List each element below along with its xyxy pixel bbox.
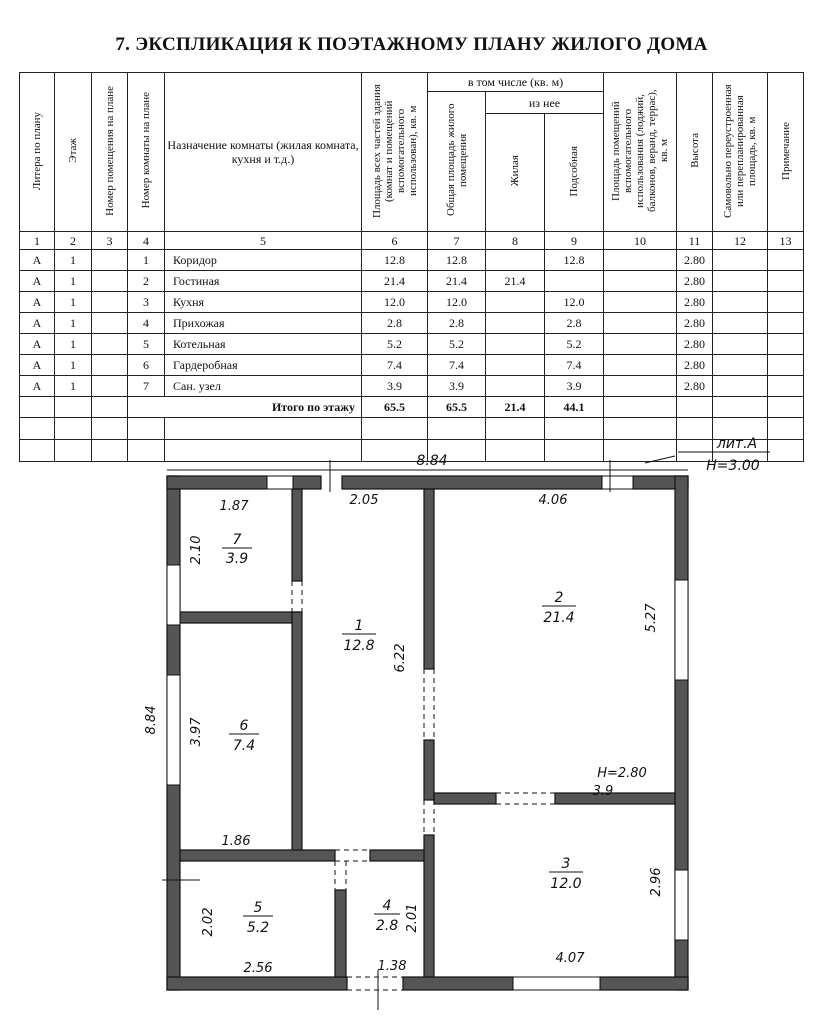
wall-bottom-left	[167, 977, 347, 990]
table-row	[20, 376, 804, 397]
room-6-label	[229, 718, 259, 754]
cell-aux-area	[604, 334, 677, 355]
room-area: 5.2	[246, 920, 270, 936]
window-top-1	[267, 476, 293, 489]
header-height: Высота	[677, 73, 713, 232]
cell-utility-area	[545, 271, 604, 292]
col-number: 10	[604, 232, 677, 250]
wall-bottom-right	[600, 977, 688, 990]
room-number: 2	[554, 590, 564, 606]
cell-self-rebuilt	[713, 355, 768, 376]
cell-room-name: Кухня	[165, 292, 362, 313]
cell-floor: 1	[55, 292, 92, 313]
cell-aux-area	[604, 376, 677, 397]
cell-room-num: 3	[128, 292, 165, 313]
wall-top-left	[167, 476, 267, 489]
explication-table	[19, 72, 804, 462]
cell-living-area: 21.4	[486, 271, 545, 292]
header-general-area: Общая площадь жилого помещения	[428, 92, 486, 232]
cell-general-area: 3.9	[428, 376, 486, 397]
cell-total-area: 5.2	[362, 334, 428, 355]
col-number: 12	[713, 232, 768, 250]
cell-room-name: Сан. узел	[165, 376, 362, 397]
dim-top-3: 4.06	[538, 493, 568, 508]
cell-living-area	[486, 355, 545, 376]
cell-note	[768, 250, 804, 271]
cell-general-area: 12.0	[428, 292, 486, 313]
col-number: 7	[428, 232, 486, 250]
header-premise-num: Номер помещения на плане	[92, 73, 128, 232]
table-row	[20, 313, 804, 334]
cell-premise-num	[92, 292, 128, 313]
cell-height: 2.80	[677, 271, 713, 292]
cell-utility-area: 7.4	[545, 355, 604, 376]
cell-room-num: 7	[128, 376, 165, 397]
col-number: 13	[768, 232, 804, 250]
cell-living-area	[486, 250, 545, 271]
cell-aux-area	[604, 250, 677, 271]
wall-r7-bottom	[180, 612, 300, 623]
col-number: 11	[677, 232, 713, 250]
header-self-rebuilt: Самовольно переустроенная или перепланированная площадь, кв. м	[713, 73, 768, 232]
window-r6	[167, 675, 180, 785]
dim-left-overall: 8.84	[144, 705, 159, 735]
cell-height: 2.80	[677, 250, 713, 271]
col-number: 5	[165, 232, 362, 250]
total-area-value: 65.5	[362, 397, 428, 418]
cell-living-area	[486, 376, 545, 397]
room-3-label	[549, 856, 583, 892]
room-number: 6	[239, 718, 249, 734]
col-number: 6	[362, 232, 428, 250]
cell-general-area: 7.4	[428, 355, 486, 376]
dim-r6-bottom: 1.86	[221, 834, 251, 849]
plan-labels	[144, 436, 760, 976]
header-note: Примечание	[768, 73, 804, 232]
room-area: 21.4	[543, 610, 575, 626]
col-number: 8	[486, 232, 545, 250]
cell-floor: 1	[55, 250, 92, 271]
total-row	[20, 397, 804, 418]
col-number: 2	[55, 232, 92, 250]
header-row-1	[20, 73, 804, 92]
wall-r6-bottom	[180, 850, 335, 861]
cell-litera: А	[20, 376, 55, 397]
cell-self-rebuilt	[713, 250, 768, 271]
cell-utility-area: 12.0	[545, 292, 604, 313]
window-r3-bottom	[513, 977, 600, 990]
cell-living-area	[486, 292, 545, 313]
header-total-area: Площадь всех частей здания (комнат и помещений вспомогательного использован), кв. м	[362, 73, 428, 232]
cell-litera: А	[20, 313, 55, 334]
cell-self-rebuilt	[713, 313, 768, 334]
wall-r2-bottom-left	[434, 793, 496, 804]
page-title: 7. ЭКСПЛИКАЦИЯ К ПОЭТАЖНОМУ ПЛАНУ ЖИЛОГО ДОМА	[115, 34, 708, 55]
cell-living-area	[486, 334, 545, 355]
cell-room-name: Котельная	[165, 334, 362, 355]
wall-top-right	[342, 476, 602, 489]
table-row	[20, 250, 804, 271]
cell-general-area: 12.8	[428, 250, 486, 271]
room-area: 2.8	[375, 918, 399, 934]
dim-r1-side: 6.22	[393, 643, 408, 673]
cell-note	[768, 355, 804, 376]
cell-note	[768, 376, 804, 397]
cell-room-num: 1	[128, 250, 165, 271]
wall-top-mid	[293, 476, 321, 489]
wall-r1-right-mid	[424, 740, 434, 800]
cell-height: 2.80	[677, 313, 713, 334]
total-label: Итого по этажу	[128, 397, 362, 418]
window-r2	[675, 580, 688, 680]
cell-general-area: 21.4	[428, 271, 486, 292]
cell-total-area: 21.4	[362, 271, 428, 292]
wall-r6-right	[292, 612, 302, 852]
header-utility: Подсобная	[545, 114, 604, 232]
total-living-value: 21.4	[486, 397, 545, 418]
room-1-label	[342, 618, 376, 654]
cell-litera: А	[20, 271, 55, 292]
height-room-label: Н=2.80	[597, 766, 647, 781]
cell-room-name: Гостиная	[165, 271, 362, 292]
cell-litera: А	[20, 334, 55, 355]
cell-total-area: 2.8	[362, 313, 428, 334]
room-area: 7.4	[232, 738, 256, 754]
cell-aux-area	[604, 271, 677, 292]
room-area: 12.8	[343, 638, 375, 654]
room-5-label	[243, 900, 273, 936]
cell-premise-num	[92, 250, 128, 271]
wall-r4-top	[370, 850, 430, 861]
cell-aux-area	[604, 355, 677, 376]
cell-height: 2.80	[677, 292, 713, 313]
cell-premise-num	[92, 355, 128, 376]
dim-top-2: 2.05	[349, 493, 379, 508]
cell-room-name: Прихожая	[165, 313, 362, 334]
room-4-label	[374, 898, 400, 934]
table-body	[20, 250, 804, 397]
cell-premise-num	[92, 334, 128, 355]
room-number: 3	[561, 856, 571, 872]
header-group-of-it: из нее	[486, 92, 604, 114]
cell-premise-num	[92, 271, 128, 292]
room-7-label	[222, 532, 252, 567]
window-top-2	[602, 476, 633, 489]
cell-floor: 1	[55, 376, 92, 397]
table-row	[20, 271, 804, 292]
cell-total-area: 3.9	[362, 376, 428, 397]
cell-height: 2.80	[677, 355, 713, 376]
wall-r7-right	[292, 489, 302, 581]
cell-floor: 1	[55, 355, 92, 376]
cell-general-area: 5.2	[428, 334, 486, 355]
room-number: 7	[232, 532, 242, 548]
dim-r3-side: 2.96	[649, 867, 664, 897]
header-room-num: Номер комнаты на плане	[128, 73, 165, 232]
lit-label: лит.А	[716, 436, 758, 452]
room-area: 3.9	[225, 551, 249, 567]
cell-living-area	[486, 313, 545, 334]
cell-self-rebuilt	[713, 334, 768, 355]
cell-note	[768, 313, 804, 334]
cell-room-num: 5	[128, 334, 165, 355]
cell-height: 2.80	[677, 334, 713, 355]
header-room-purpose: Назначение комнаты (жилая комната, кухня и т.д.)	[165, 73, 362, 232]
window-r3	[675, 870, 688, 940]
table-row	[20, 292, 804, 313]
cell-litera: А	[20, 355, 55, 376]
cell-note	[768, 292, 804, 313]
header-floor: Этаж	[55, 73, 92, 232]
cell-general-area: 2.8	[428, 313, 486, 334]
height-total-label: Н=3.00	[706, 458, 760, 474]
cell-room-name: Коридор	[165, 250, 362, 271]
dim-top-overall: 8.84	[416, 453, 448, 469]
dim-r4-side: 2.01	[405, 903, 420, 933]
cell-height: 2.80	[677, 376, 713, 397]
cell-utility-area: 3.9	[545, 376, 604, 397]
cell-room-num: 2	[128, 271, 165, 292]
floor-plan	[0, 430, 823, 1024]
cell-note	[768, 334, 804, 355]
wall-bottom-mid	[403, 977, 513, 990]
cell-utility-area: 2.8	[545, 313, 604, 334]
dim-r2-bottom: 3.9	[592, 784, 614, 799]
column-number-row	[20, 232, 804, 250]
room-2-label	[542, 590, 576, 626]
dim-top-1: 1.87	[219, 499, 249, 514]
wall-r5-right	[335, 890, 346, 977]
cell-room-num: 4	[128, 313, 165, 334]
cell-premise-num	[92, 313, 128, 334]
dim-r5-bottom: 2.56	[243, 961, 273, 976]
cell-utility-area: 12.8	[545, 250, 604, 271]
header-aux-area: Площадь помещений вспомогательного использования (лоджий, балконов, веранд, террас), кв. м	[604, 73, 677, 232]
table-row	[20, 334, 804, 355]
cell-floor: 1	[55, 334, 92, 355]
cell-litera: А	[20, 292, 55, 313]
window-r7	[167, 565, 180, 625]
dim-r3-bottom: 4.07	[555, 951, 585, 966]
col-number: 9	[545, 232, 604, 250]
col-number: 4	[128, 232, 165, 250]
cell-litera: А	[20, 250, 55, 271]
total-utility-value: 44.1	[545, 397, 604, 418]
cell-floor: 1	[55, 271, 92, 292]
col-number: 1	[20, 232, 55, 250]
cell-aux-area	[604, 313, 677, 334]
room-number: 5	[253, 900, 263, 916]
header-litera: Литера по плану	[20, 73, 55, 232]
cell-premise-num	[92, 376, 128, 397]
total-general-value: 65.5	[428, 397, 486, 418]
dim-r2-side: 5.27	[644, 603, 659, 633]
wall-r4-right	[424, 835, 434, 977]
cell-total-area: 7.4	[362, 355, 428, 376]
wall-r2-bottom-right	[555, 793, 675, 804]
dim-r5-side: 2.02	[201, 907, 216, 937]
dim-r6-side: 3.97	[189, 717, 204, 747]
table-row	[20, 355, 804, 376]
cell-total-area: 12.0	[362, 292, 428, 313]
cell-self-rebuilt	[713, 292, 768, 313]
cell-self-rebuilt	[713, 376, 768, 397]
cell-total-area: 12.8	[362, 250, 428, 271]
dim-r4-bottom: 1.38	[377, 959, 407, 974]
cell-self-rebuilt	[713, 271, 768, 292]
cell-utility-area: 5.2	[545, 334, 604, 355]
room-number: 1	[354, 618, 364, 634]
cell-aux-area	[604, 292, 677, 313]
plan-rooms	[222, 532, 583, 936]
dim-r7-side: 2.10	[189, 535, 204, 565]
room-area: 12.0	[550, 876, 582, 892]
header-group-including: в том числе (кв. м)	[428, 73, 604, 92]
cell-note	[768, 271, 804, 292]
header-living: Жилая	[486, 114, 545, 232]
cell-room-num: 6	[128, 355, 165, 376]
room-number: 4	[382, 898, 392, 914]
col-number: 3	[92, 232, 128, 250]
wall-r1-right-upper	[424, 489, 434, 669]
cell-room-name: Гардеробная	[165, 355, 362, 376]
cell-floor: 1	[55, 313, 92, 334]
